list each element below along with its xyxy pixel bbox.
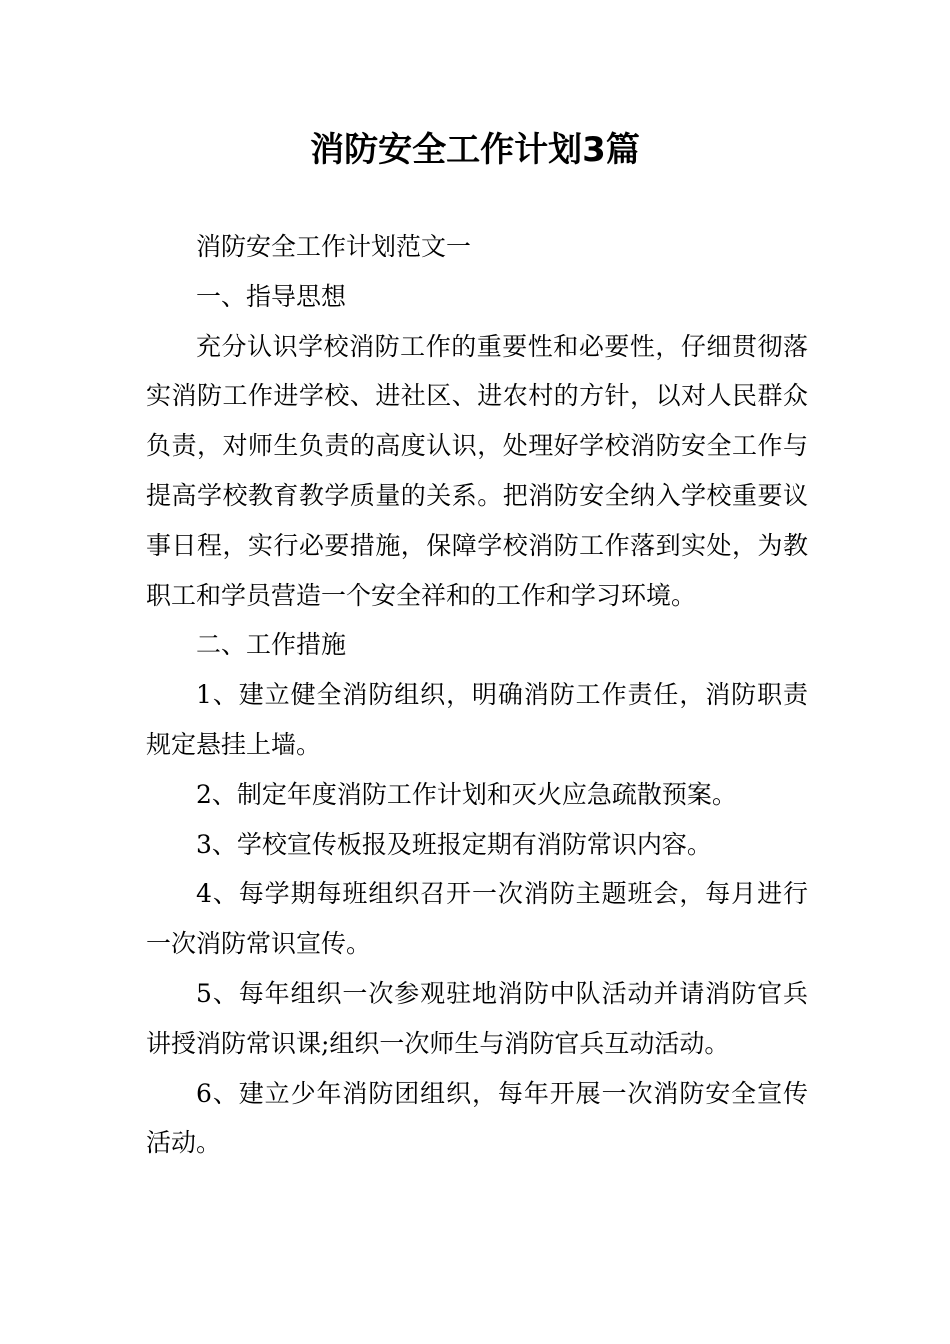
section-heading-work-measures: 二、工作措施 xyxy=(196,630,347,660)
measure-item-4: 4、每学期每班组织召开一次消防主题班会，每月进行一次消防常识宣传。 xyxy=(146,879,808,959)
paragraph-guiding-ideology: 充分认识学校消防工作的重要性和必要性，仔细贯彻落实消防工作进学校、进社区、进农村的方针，以对人民群众负责，对师生负责的高度认识，处理好学校消防安全工作与提高学校教育教学质量的关系。把消防安全纳入学校重要议事日程，实行必要措施，保障学校消防工作落到实处，为教职工和学员营造一个安全祥和的工作和学习环境。 xyxy=(146,331,808,610)
measure-item-6: 6、建立少年消防团组织，每年开展一次消防安全宣传活动。 xyxy=(146,1078,808,1158)
section-heading-sample-one: 消防安全工作计划范文一 xyxy=(196,232,472,261)
measure-item-5: 5、每年组织一次参观驻地消防中队活动并请消防官兵讲授消防常识课;组织一次师生与消防官兵互动活动。 xyxy=(146,978,808,1058)
section-heading-guiding-ideology: 一、指导思想 xyxy=(196,281,347,311)
measure-item-1: 1、建立健全消防组织，明确消防工作责任，消防职责规定悬挂上墙。 xyxy=(146,680,808,759)
document-body xyxy=(146,222,808,1168)
document-title: 消防安全工作计划3篇 xyxy=(310,130,640,170)
measure-item-3: 3、学校宣传板报及班报定期有消防常识内容。 xyxy=(196,829,712,859)
measure-item-2: 2、制定年度消防工作计划和灭火应急疏散预案。 xyxy=(196,779,737,809)
